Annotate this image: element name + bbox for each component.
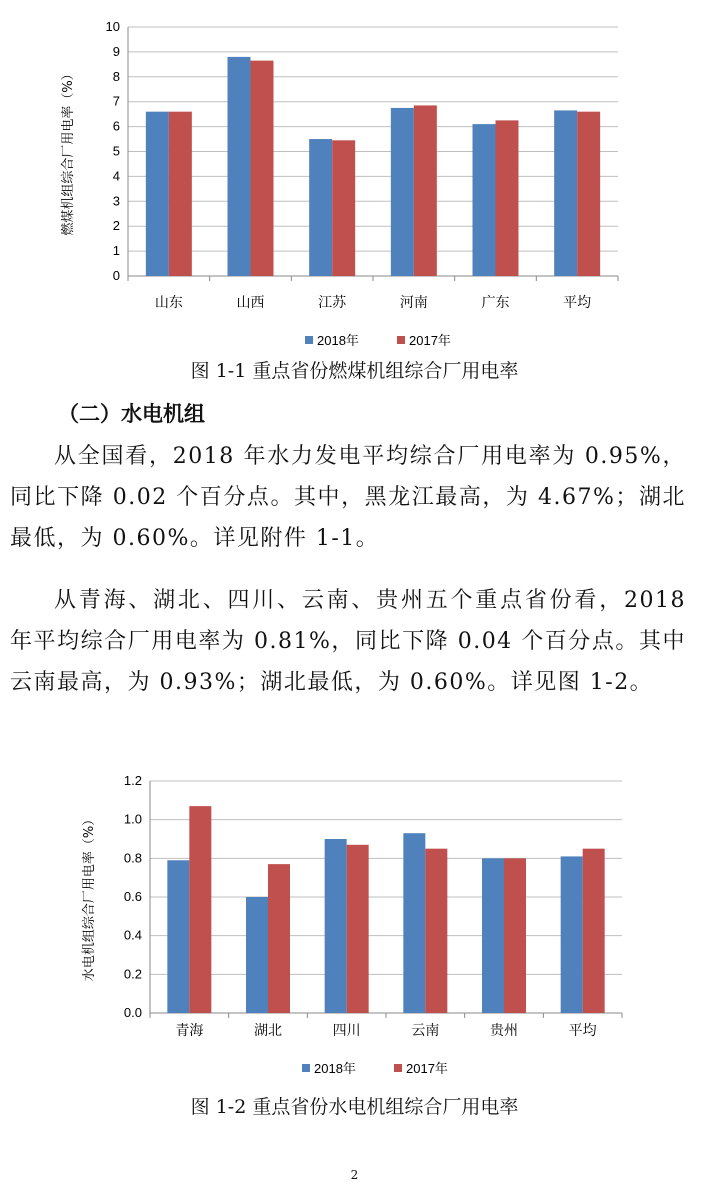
paragraph-national: 从全国看，2018 年水力发电平均综合厂用电率为 0.95%，同比下降 0.02 个百分点。其中，黑龙江最高，为 4.67%；湖北最低，为 0.60%。详见附件 1-1。 — [10, 444, 686, 551]
page-number: 2 — [350, 1168, 359, 1182]
bar-2017 — [268, 864, 290, 1013]
bar-2018 — [325, 839, 347, 1013]
y-tick-label: 2 — [112, 218, 120, 234]
bar-2018 — [403, 833, 425, 1013]
bar-2018 — [482, 858, 504, 1013]
category-label: 云南 — [411, 1023, 440, 1039]
y-tick-label: 3 — [112, 193, 120, 209]
bar-2017 — [425, 849, 447, 1013]
bar-2017 — [577, 112, 600, 276]
category-label: 山西 — [236, 295, 265, 311]
bar-2018 — [246, 897, 268, 1013]
y-tick-label: 6 — [112, 118, 120, 134]
legend-swatch-2017 — [394, 1064, 402, 1072]
bar-2018 — [146, 112, 169, 276]
y-tick-label: 5 — [112, 143, 120, 159]
y-tick-label: 10 — [105, 19, 120, 34]
bar-2018 — [554, 110, 577, 276]
y-tick-label: 0.0 — [123, 1005, 142, 1020]
legend-label: 2018年 — [317, 333, 359, 348]
y-tick-label: 4 — [112, 168, 120, 184]
y-tick-label: 0.4 — [123, 927, 142, 943]
y-tick-label: 0 — [112, 268, 120, 283]
legend-swatch-2018 — [302, 1064, 310, 1072]
category-label: 河南 — [399, 295, 428, 311]
bar-2017 — [189, 806, 211, 1013]
paragraph-provinces: 从青海、湖北、四川、云南、贵州五个重点省份看，2018 年平均综合厂用电率为 0.81%，同比下降 0.04 个百分点。其中云南最高，为 0.93%；湖北最低，为 0.60%。详见图 1-2。 — [10, 588, 686, 695]
legend-label: 2017年 — [406, 1061, 448, 1076]
category-label: 江苏 — [318, 295, 347, 311]
bar-2018 — [473, 124, 496, 276]
bar-2018 — [309, 139, 332, 276]
category-label: 山东 — [154, 295, 183, 311]
y-tick-label: 7 — [112, 93, 120, 109]
figure-caption-1-1: 图 1-1 重点省份燃煤机组综合厂用电率 — [190, 360, 519, 382]
chart-coal-units — [0, 0, 709, 360]
bar-2017 — [414, 105, 437, 276]
section-heading-hydro: （二）水电机组 — [58, 401, 205, 426]
category-label: 平均 — [568, 1023, 597, 1039]
bar-2017 — [504, 858, 526, 1013]
legend-swatch-2017 — [397, 336, 405, 344]
category-label: 青海 — [175, 1023, 204, 1039]
chart-hydro-units — [0, 765, 709, 1085]
y-tick-label: 8 — [112, 68, 120, 84]
category-label: 平均 — [563, 295, 592, 311]
bar-2018 — [561, 856, 583, 1013]
bar-2018 — [167, 860, 189, 1013]
y-tick-label: 9 — [112, 43, 120, 59]
bar-2017 — [583, 849, 605, 1013]
y-axis-title: 水电机组综合厂用电率（%） — [82, 812, 97, 982]
y-tick-label: 1.0 — [123, 811, 142, 827]
category-label: 湖北 — [254, 1023, 282, 1039]
category-label: 广东 — [481, 295, 510, 311]
y-tick-label: 1.2 — [123, 773, 142, 788]
y-axis-title: 燃煤机组综合厂用电率（%） — [61, 67, 76, 236]
bar-2017 — [169, 112, 192, 276]
bar-2017 — [332, 140, 355, 276]
bar-2017 — [496, 120, 519, 276]
category-label: 贵州 — [490, 1023, 518, 1039]
y-tick-label: 0.2 — [123, 966, 142, 982]
bar-2018 — [391, 108, 414, 276]
y-tick-label: 0.8 — [123, 850, 142, 866]
bar-2017 — [251, 61, 274, 276]
legend-label: 2018年 — [314, 1061, 356, 1076]
legend-swatch-2018 — [305, 336, 313, 344]
y-tick-label: 1 — [112, 243, 120, 259]
category-label: 四川 — [332, 1023, 361, 1039]
figure-caption-1-2: 图 1-2 重点省份水电机组综合厂用电率 — [190, 1096, 519, 1118]
bar-2017 — [347, 845, 369, 1013]
bar-2018 — [228, 57, 251, 276]
legend-label: 2017年 — [409, 333, 451, 348]
y-tick-label: 0.6 — [123, 889, 142, 904]
